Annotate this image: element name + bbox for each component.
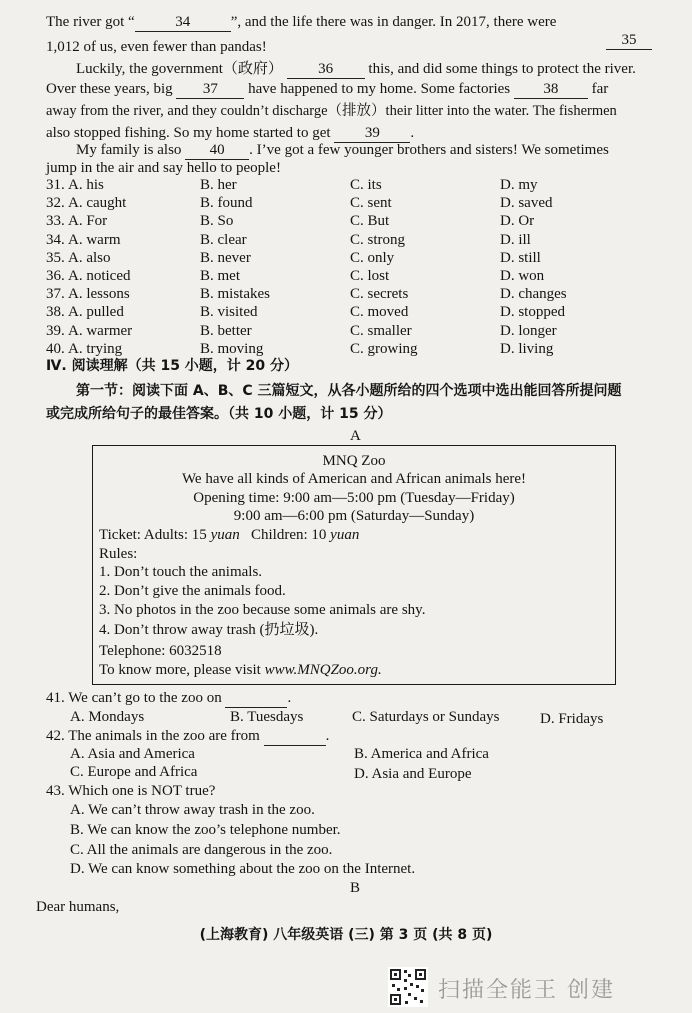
q41-option-d: D. Fridays [540, 711, 604, 727]
notice-title: MNQ Zoo [322, 453, 386, 469]
answer-blank [225, 689, 287, 708]
cloze-option-c: C. growing [350, 340, 418, 357]
notice-hours-weekday: Opening time: 9:00 am—5:00 pm (Tuesday—Friday) [193, 490, 515, 506]
cloze-question-number: 33. [46, 213, 65, 230]
cloze-option-d: D. still [500, 249, 541, 266]
cloze-option-b: B. found [200, 195, 253, 212]
cloze-option-d: D. won [500, 268, 545, 284]
blank-39: 39 [334, 124, 410, 143]
cloze-option-c: C. sent [350, 195, 392, 212]
cloze-option-d: D. changes [500, 286, 567, 303]
answer-blank [264, 727, 326, 746]
question-text: 41. We can’t go to the zoo on [46, 690, 222, 706]
notice-hours-weekend: 9:00 am—6:00 pm (Saturday—Sunday) [233, 508, 475, 524]
ticket-children: Children: 10 [239, 527, 331, 543]
cloze-question-number: 31. [46, 177, 65, 193]
question-text: . [287, 690, 292, 706]
notice-ticket [99, 526, 359, 544]
cloze-option-b: B. clear [200, 231, 247, 248]
passage-line-4 [46, 80, 608, 99]
website-url: www.MNQZoo.org. [264, 662, 382, 678]
part1-instruction-line-1: 第一节：阅读下面 A、B、C 三篇短文，从各小题所给的四个选项中选出能回答所提问题 [76, 383, 622, 399]
cloze-option-a: A. lessons [68, 286, 130, 303]
cloze-option-b: B. moving [200, 340, 264, 357]
cloze-option-a: A. pulled [68, 304, 124, 321]
blank-36: 36 [287, 60, 365, 79]
passage-text: . [410, 125, 415, 141]
blank-35: 35 [606, 31, 652, 50]
notice-rule: 3. No photos in the zoo because some animals are shy. [99, 602, 426, 618]
question-43: 43. Which one is NOT true? [46, 783, 216, 799]
cloze-question-number: 40. [46, 340, 65, 357]
cloze-option-b: B. never [200, 249, 251, 266]
cloze-option-c: C. strong [350, 231, 406, 248]
q42-option-d: D. Asia and Europe [354, 766, 472, 782]
passage-label-a: A [350, 428, 361, 444]
q43-option-b: B. We can know the zoo’s telephone number. [70, 822, 341, 838]
section-heading: Ⅳ. 阅读理解（共 15 小题，计 20 分） [46, 358, 299, 374]
cloze-question-number: 34. [46, 231, 65, 248]
cloze-option-d: D. longer [500, 322, 557, 339]
blank-34: 34 [135, 13, 231, 32]
cloze-option-b: B. mistakes [200, 286, 270, 303]
q43-option-c: C. All the animals are dangerous in the zoo. [70, 842, 333, 858]
ticket-unit: yuan [210, 527, 240, 543]
cloze-option-a: A. also [68, 249, 111, 266]
q43-option-d: D. We can know something about the zoo on the Internet. [70, 861, 416, 877]
notice-rule: 1. Don’t touch the animals. [99, 564, 263, 580]
passage-text: also stopped fishing. So my home started to get [46, 125, 331, 141]
cloze-option-b: B. visited [200, 304, 258, 321]
notice-telephone: Telephone: 6032518 [99, 643, 222, 659]
blank-35-wrap [606, 31, 652, 50]
cloze-option-d: D. saved [500, 195, 553, 212]
question-text: 42. The animals in the zoo are from [46, 728, 260, 744]
blank-38: 38 [514, 80, 588, 99]
q42-option-b: B. America and Africa [354, 746, 489, 762]
question-42 [46, 727, 329, 746]
passage-line-1 [46, 13, 556, 32]
question-41 [46, 689, 291, 708]
passage-text: have happened to my home. Some factories [248, 81, 511, 97]
cloze-option-a: A. warm [68, 231, 121, 248]
letter-greeting: Dear humans, [36, 899, 120, 915]
passage-text: The river got “ [46, 14, 135, 30]
zoo-notice-box [92, 445, 616, 685]
cloze-option-a: A. his [68, 177, 104, 193]
q42-option-a: A. Asia and America [70, 746, 195, 762]
passage-text: Luckily, the government（政府） [76, 61, 283, 77]
page-footer: (上海教育) 八年级英语 (三) 第 3 页 (共 8 页) [199, 927, 493, 943]
q41-option-b: B. Tuesdays [230, 709, 304, 725]
cloze-question-number: 35. [46, 249, 65, 266]
cloze-option-a: A. For [68, 213, 108, 230]
passage-text: . I’ve got a few younger brothers and sisters! We sometimes [249, 142, 609, 158]
ticket-adults: Ticket: Adults: 15 [99, 527, 211, 543]
cloze-question-number: 36. [46, 268, 65, 284]
q43-option-a: A. We can’t throw away trash in the zoo. [70, 802, 315, 818]
passage-text: far [591, 81, 609, 97]
q41-option-a: A. Mondays [70, 709, 145, 725]
cloze-option-c: C. only [350, 249, 395, 266]
cloze-option-b: B. better [200, 322, 252, 339]
notice-rule: 4. Don’t throw away trash (扔垃圾). [99, 622, 319, 638]
passage-text: Over these years, big [46, 81, 173, 97]
blank-40: 40 [185, 141, 249, 160]
cloze-option-c: C. its [350, 177, 382, 193]
cloze-question-number: 39. [46, 322, 65, 339]
notice-rule: 2. Don’t give the animals food. [99, 583, 286, 599]
notice-website [99, 661, 382, 679]
website-prefix: To know more, please visit [99, 662, 265, 678]
cloze-option-c: C. smaller [350, 322, 412, 339]
cloze-option-d: D. stopped [500, 304, 565, 321]
cloze-option-b: B. So [200, 213, 234, 230]
cloze-option-a: A. warmer [68, 322, 133, 339]
q41-option-c: C. Saturdays or Sundays [352, 709, 500, 725]
passage-line-7 [76, 141, 609, 160]
passage-line-8: jump in the air and say hello to people! [46, 160, 281, 176]
notice-tagline: We have all kinds of American and African animals here! [181, 471, 527, 487]
cloze-option-b: B. met [200, 268, 240, 284]
cloze-option-d: D. Or [500, 213, 535, 230]
cloze-option-a: A. caught [68, 195, 127, 212]
q42-option-c: C. Europe and Africa [70, 764, 198, 780]
cloze-question-number: 37. [46, 286, 65, 303]
cloze-question-number: 38. [46, 304, 65, 321]
passage-text: this, and did some things to protect the river. [368, 61, 636, 77]
passage-line-2: 1,012 of us, even fewer than pandas! [46, 39, 267, 55]
passage-line-3 [76, 60, 636, 79]
part1-instruction-line-2: 或完成所给句子的最佳答案。（共 10 小题，计 15 分） [46, 406, 392, 422]
blank-37: 37 [176, 80, 244, 99]
cloze-option-c: C. But [350, 213, 390, 230]
cloze-option-c: C. lost [350, 268, 390, 284]
notice-rules-label: Rules: [99, 546, 138, 562]
passage-line-5: away from the river, and they couldn’t discharge（排放）their litter into the water. The fishermen [46, 103, 617, 119]
cloze-option-a: A. trying [68, 340, 123, 357]
cloze-option-b: B. her [200, 177, 237, 193]
cloze-option-a: A. noticed [68, 268, 131, 284]
cloze-option-d: D. my [500, 177, 538, 193]
ticket-unit: yuan [330, 527, 360, 543]
cloze-question-number: 32. [46, 195, 65, 212]
qr-code-icon [388, 967, 428, 1007]
passage-text: My family is also [76, 142, 182, 158]
cloze-option-c: C. secrets [350, 286, 409, 303]
question-text: . [325, 728, 330, 744]
cloze-option-d: D. living [500, 340, 554, 357]
passage-text: ”, and the life there was in danger. In 2017, there were [230, 14, 557, 30]
cloze-option-c: C. moved [350, 304, 409, 321]
cloze-option-d: D. ill [500, 231, 531, 248]
passage-label-b: B [350, 880, 361, 896]
watermark-text: 扫描全能王 创建 [438, 978, 615, 1003]
